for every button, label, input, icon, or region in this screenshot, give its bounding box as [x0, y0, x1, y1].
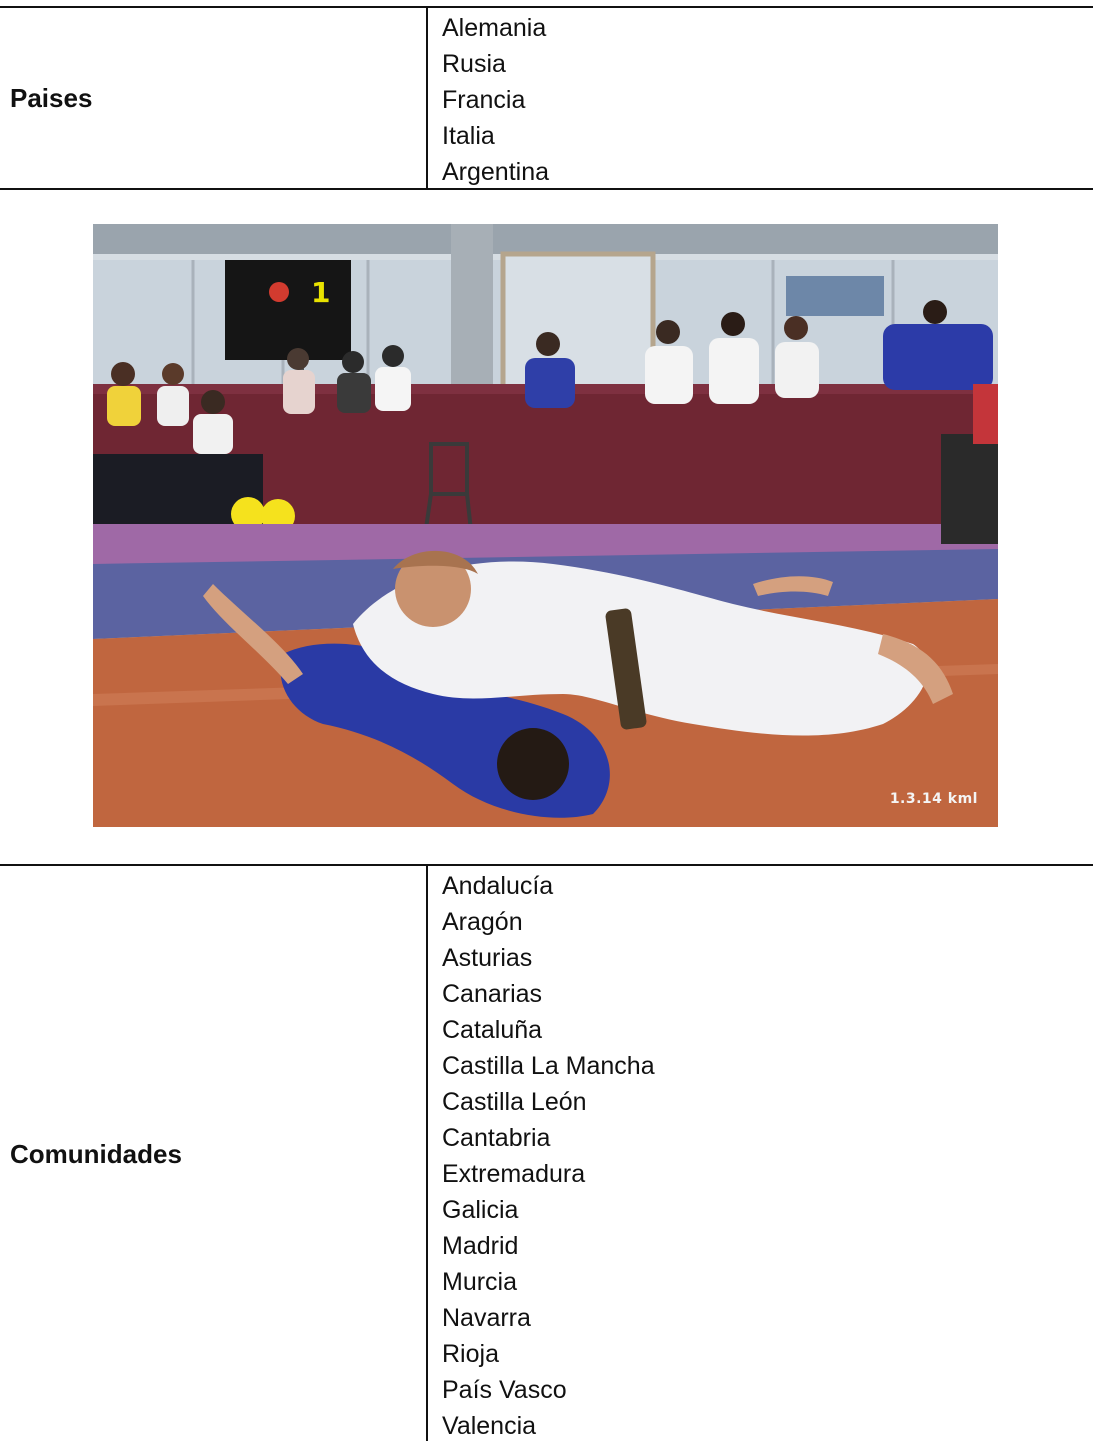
- comunidades-table: [0, 864, 1093, 1441]
- list-item: Madrid: [442, 1232, 519, 1260]
- judo-photo: [93, 224, 998, 827]
- list-item: Castilla León: [442, 1088, 587, 1116]
- list-item: Canarias: [442, 980, 543, 1008]
- list-item: Alemania: [442, 14, 547, 42]
- comunidades-label: Comunidades: [0, 866, 428, 1441]
- list-item: Italia: [442, 122, 495, 150]
- paises-list: [428, 8, 1093, 188]
- scoreboard-number: 1: [311, 276, 331, 309]
- list-item: País Vasco: [442, 1376, 567, 1404]
- list-item: Argentina: [442, 158, 550, 186]
- paises-label: Paises: [0, 8, 428, 188]
- comunidades-list: [428, 866, 1093, 1441]
- list-item: Murcia: [442, 1268, 518, 1296]
- list-item: Asturias: [442, 944, 533, 972]
- list-item: Cataluña: [442, 1016, 543, 1044]
- list-item: Rusia: [442, 50, 506, 78]
- list-item: Francia: [442, 86, 526, 114]
- list-item: Andalucía: [442, 872, 554, 900]
- list-item: Extremadura: [442, 1160, 586, 1188]
- list-item: Rioja: [442, 1340, 499, 1368]
- list-item: Cantabria: [442, 1124, 551, 1152]
- list-item: Valencia: [442, 1412, 537, 1440]
- paises-table: [0, 6, 1093, 190]
- list-item: Galicia: [442, 1196, 519, 1224]
- list-item: Navarra: [442, 1304, 531, 1332]
- judo-photo-illustration: [93, 224, 998, 827]
- list-item: Castilla La Mancha: [442, 1052, 655, 1080]
- list-item: Aragón: [442, 908, 523, 936]
- photo-caption: 1.3.14 kml: [889, 791, 978, 807]
